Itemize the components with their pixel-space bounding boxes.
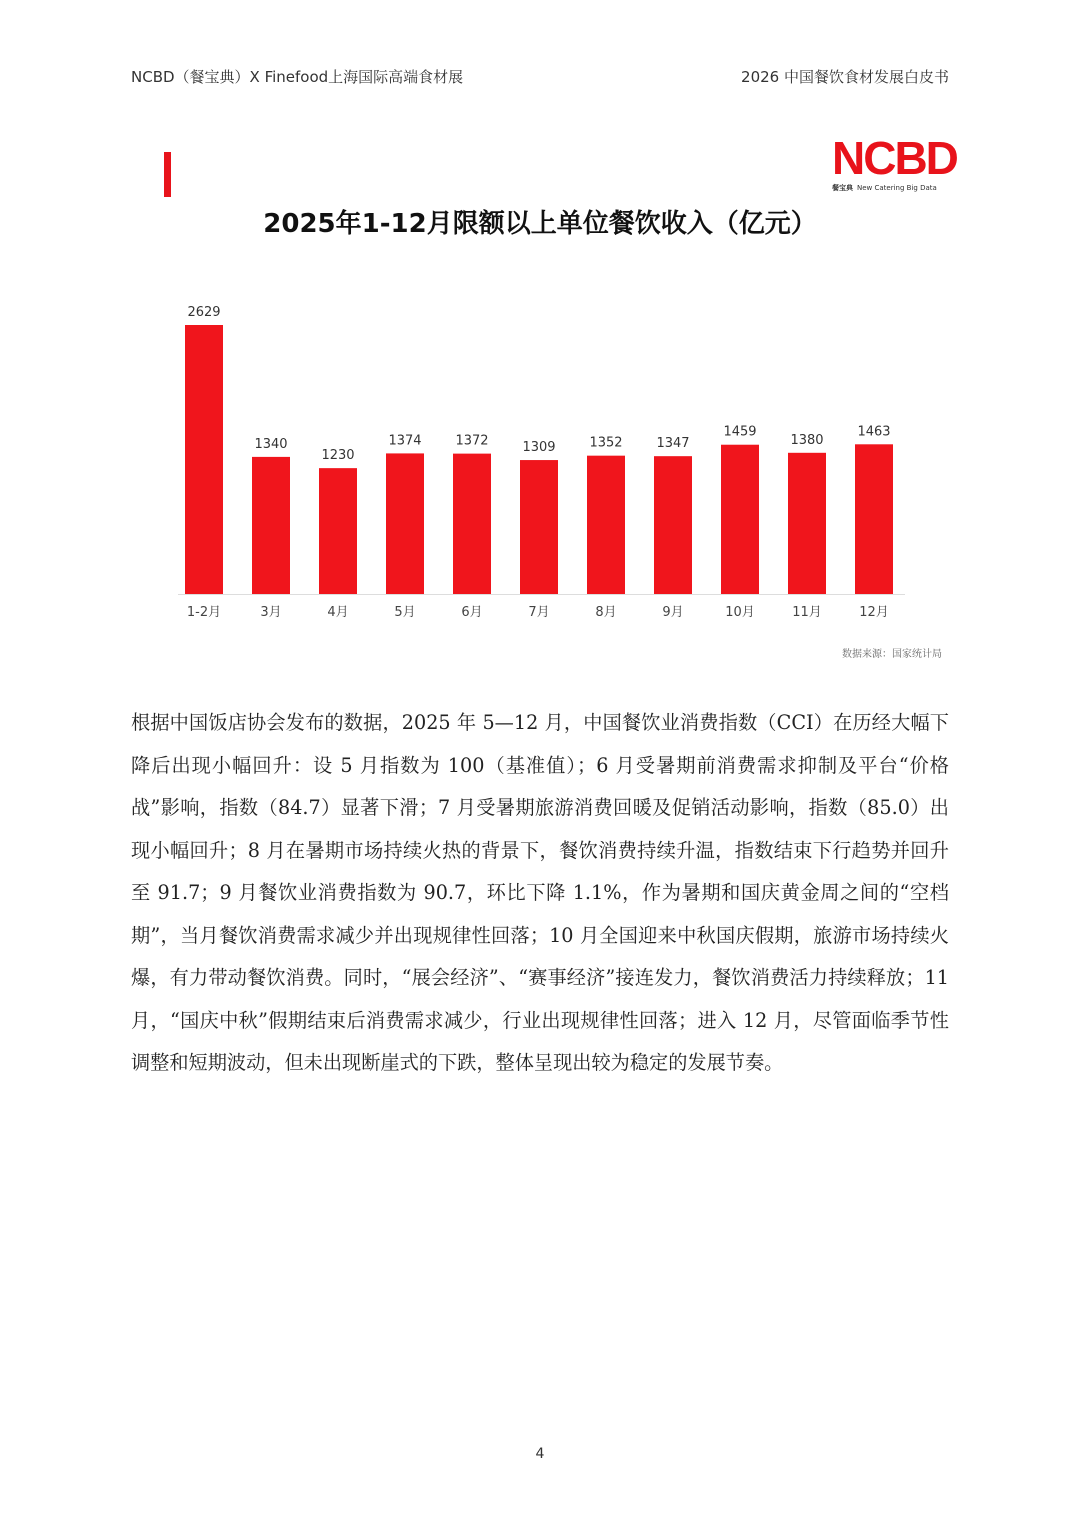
header-right-title: 2026 中国餐饮食材发展白皮书 <box>741 68 949 86</box>
page-number: 4 <box>535 1446 545 1462</box>
x-tick-label: 3月 <box>260 605 282 620</box>
x-tick-label: 8月 <box>595 605 617 620</box>
x-tick-label: 7月 <box>528 605 550 620</box>
bar-9 <box>721 445 759 594</box>
x-tick-label: 4月 <box>327 605 349 620</box>
bar-value-label: 1347 <box>656 436 690 452</box>
bar-value-label: 1340 <box>254 436 288 452</box>
bar-value-label: 1372 <box>455 433 489 449</box>
chart-title: 2025年1-12月限额以上单位餐饮收入（亿元） <box>263 209 817 239</box>
bar-value-label: 2629 <box>187 305 221 320</box>
x-tick-label: 11月 <box>792 605 822 620</box>
bar-value-label: 1230 <box>321 448 355 464</box>
x-tick-label: 12月 <box>859 605 889 620</box>
x-tick-label: 10月 <box>725 605 755 620</box>
bar-2 <box>252 457 290 594</box>
bar-3 <box>319 468 357 594</box>
x-tick-label: 9月 <box>662 605 684 620</box>
bar-10 <box>788 453 826 594</box>
x-tick-label: 6月 <box>461 605 483 620</box>
logo-mark: NCBD <box>832 132 957 184</box>
bar-5 <box>453 454 491 594</box>
bar-value-label: 1459 <box>723 424 757 440</box>
logo-sub-en: New Catering Big Data <box>857 184 937 192</box>
bar-value-label: 1309 <box>522 440 556 456</box>
bar-11 <box>855 444 893 594</box>
logo-sub-cn: 餐宝典 <box>832 184 853 192</box>
bar-4 <box>386 453 424 594</box>
x-tick-label: 1-2月 <box>186 605 222 620</box>
data-source-note: 数据来源：国家统计局 <box>842 649 942 660</box>
header-left-title: NCBD（餐宝典）X Finefood上海国际高端食材展 <box>131 68 464 86</box>
body-paragraph: 根据中国饭店协会发布的数据，2025 年 5—12 月，中国餐饮业消费指数（CCI）在历经大幅下降后出现小幅回升：设 5 月指数为 100（基准值）；6 月受暑期前消费需求抑制及平台“价格战”影响，指数（84.7）显著下滑；7 月受暑期旅游消费回暖及促销活动影响，指数（85.0）出现小幅回升；8 月在暑期市场持续火热的背景下，餐饮消费持续升温，指数结束下行趋势并回升至 91.7；9 月餐饮业消费指数为 90.7，环比下降 1.1%，作为暑期和国庆黄金周之间的“空档期”，当月餐饮消费需求减少并出现规律性回落；10 月全国迎来中秋国庆假期，旅游市场持续火爆，有力带动餐饮消费。同时，“展会经济”、“赛事经济”接连发力，餐饮消费活力持续释放；11 月，“国庆中秋”假期结束后消费需求减少，行业出现规律性回落；进入 12 月，尽管面临季节性调整和短期波动，但未出现断崖式的下跌，整体呈现出较为稳定的发展节奏。 <box>131 711 949 1074</box>
bar-value-label: 1463 <box>857 424 891 440</box>
bar-7 <box>587 456 625 594</box>
bar-6 <box>520 460 558 594</box>
bar-value-label: 1374 <box>388 433 422 449</box>
bar-8 <box>654 456 692 594</box>
bar-value-label: 1380 <box>790 432 824 448</box>
bar-chart <box>0 0 1080 680</box>
bar-value-label: 1352 <box>589 435 623 451</box>
x-tick-label: 5月 <box>394 605 416 620</box>
bar-1 <box>185 325 223 594</box>
